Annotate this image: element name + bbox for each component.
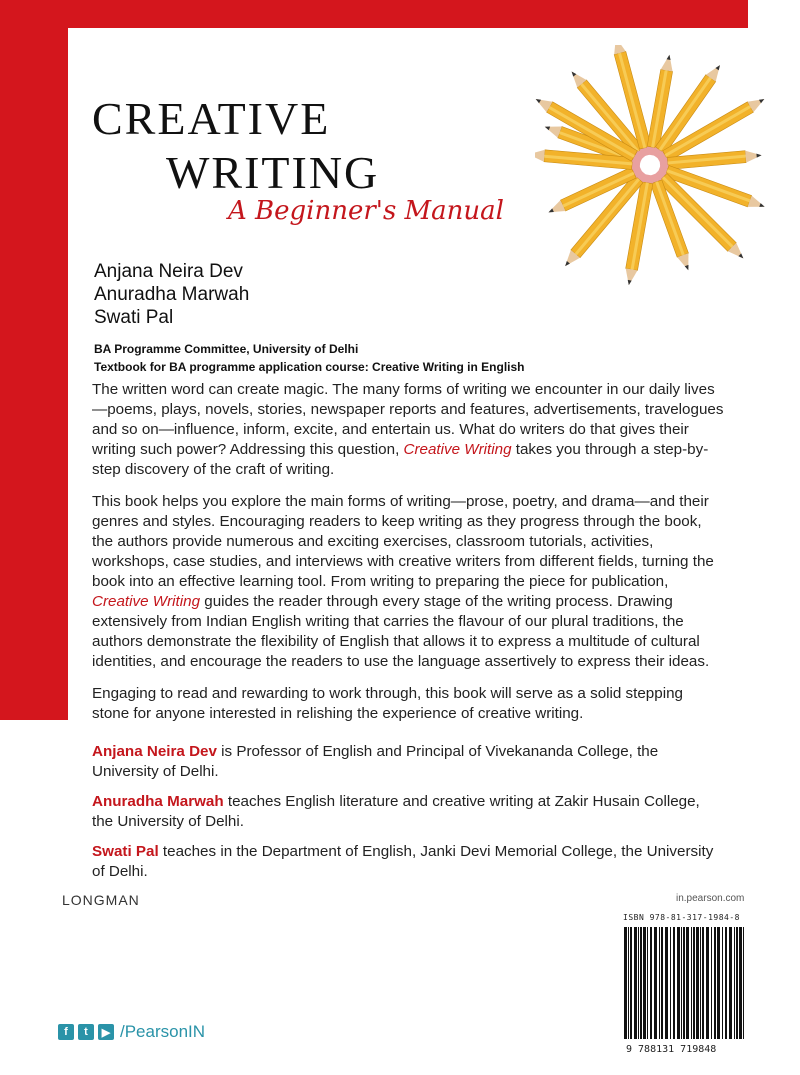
barcode-bar	[739, 927, 742, 1039]
barcode-bar	[717, 927, 720, 1039]
bio-author-name: Anuradha Marwah	[92, 793, 224, 810]
barcode-bar	[734, 927, 735, 1039]
barcode-bar	[665, 927, 668, 1039]
pencils-illustration	[535, 45, 765, 285]
blurb-paragraph-1: The written word can create magic. The many forms of writing we encounter in our daily lives—poems, plays, novels, stories, newspaper reports and features, advertisements, travelogues and so on—influence, inform, excite, and entertain us. What do writers do that gives their writing such power? Addressing this question, Creative Writing takes you through a step-by-step discovery of the craft of writing.	[92, 381, 724, 478]
barcode	[620, 925, 750, 1041]
pencil-bundle	[535, 45, 765, 285]
barcode-bar	[696, 927, 699, 1039]
twitter-icon[interactable]: t	[78, 1024, 94, 1040]
social-handle[interactable]: /PearsonIN	[120, 1022, 206, 1041]
publisher-name: LONGMAN	[62, 892, 140, 908]
book-title-highlight: Creative Writing	[92, 593, 201, 610]
author-bio: Anuradha Marwah teaches English literature and creative writing at Zakir Husain College, the University of Delhi.	[92, 793, 700, 830]
youtube-icon[interactable]: ▶	[98, 1024, 114, 1040]
barcode-bar	[711, 927, 712, 1039]
barcode-bar	[686, 927, 689, 1039]
barcode-bar	[736, 927, 738, 1039]
barcode-bar	[722, 927, 723, 1039]
barcode-bar	[624, 927, 627, 1039]
author-name: Anjana Neira Dev	[94, 261, 243, 282]
barcode-bar	[643, 927, 646, 1039]
committee-info	[94, 340, 525, 376]
barcode-bar	[693, 927, 695, 1039]
author-name: Swati Pal	[94, 307, 174, 328]
barcode-bar	[691, 927, 692, 1039]
subtitle: A Beginner's Manual	[228, 196, 504, 226]
author-list	[94, 260, 249, 329]
facebook-icon[interactable]: f	[58, 1024, 74, 1040]
blurb-text	[92, 380, 724, 892]
bio-author-name: Swati Pal	[92, 843, 159, 860]
author-bio: Anjana Neira Dev is Professor of English and Principal of Vivekananda College, the University of Delhi.	[92, 743, 659, 780]
barcode-bar	[700, 927, 701, 1039]
author-name: Anuradha Marwah	[94, 284, 250, 305]
bio-author-name: Anjana Neira Dev	[92, 743, 217, 760]
barcode-bar	[743, 927, 744, 1039]
barcode-bar	[654, 927, 657, 1039]
barcode-bar	[661, 927, 663, 1039]
barcode-bar	[647, 927, 648, 1039]
barcode-bar	[706, 927, 709, 1039]
committee-line: BA Programme Committee, University of Delhi	[94, 342, 359, 356]
book-title-highlight: Creative Writing	[403, 441, 512, 458]
barcode-bar	[634, 927, 637, 1039]
barcode-number: 9 788131 719848	[626, 1044, 717, 1055]
barcode-bar	[628, 927, 629, 1039]
barcode-bar	[725, 927, 727, 1039]
barcode-bar	[677, 927, 680, 1039]
social-links	[58, 1022, 205, 1042]
title-line-2: WRITING	[166, 147, 380, 198]
barcode-bar	[630, 927, 632, 1039]
barcode-bar	[659, 927, 660, 1039]
blurb-paragraph-3: Engaging to read and rewarding to work through, this book will serve as a solid stepping stone for anyone interested in relishing the experience of creative writing.	[92, 685, 683, 722]
barcode-bar	[670, 927, 671, 1039]
barcode-bar	[673, 927, 675, 1039]
barcode-bar	[650, 927, 652, 1039]
publisher-website[interactable]: in.pearson.com	[676, 893, 745, 904]
barcode-bar	[702, 927, 704, 1039]
title-line-1: CREATIVE	[92, 93, 331, 144]
barcode-bar	[681, 927, 682, 1039]
barcode-bar	[638, 927, 639, 1039]
textbook-note: Textbook for BA programme application course: Creative Writing in English	[94, 360, 525, 374]
barcode-bar	[714, 927, 716, 1039]
barcode-bar	[729, 927, 732, 1039]
author-bio: Swati Pal teaches in the Department of English, Janki Devi Memorial College, the University of Delhi.	[92, 843, 714, 880]
isbn-label: ISBN 978-81-317-1984-8	[623, 913, 740, 922]
barcode-bar	[640, 927, 642, 1039]
barcode-bar	[683, 927, 685, 1039]
blurb-paragraph-2: This book helps you explore the main forms of writing—prose, poetry, and drama—and their genres and styles. Encouraging readers to keep writing as they progress through the book, the authors provide numerous and exciting exercises, classroom tutorials, activities, workshops, case studies, and interviews with creative writers from different fields, turning the book into an effective learning tool. From writing to preparing the piece for publication, Creative Writing guides the reader through every stage of the writing process. Drawing extensively from Indian English writing that carries the flavour of our plural traditions, the authors demonstrate the flexibility of English that allows it to express a multitude of cultural identities, and encourage the readers to use the language assertively to express their ideas.	[92, 493, 714, 670]
